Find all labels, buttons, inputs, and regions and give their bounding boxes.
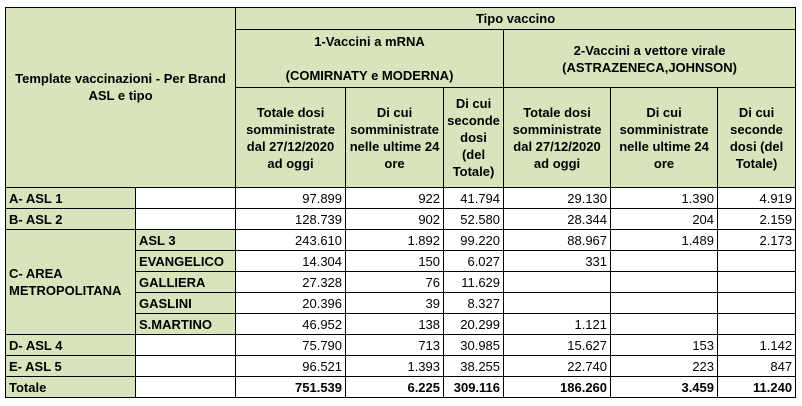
cell xyxy=(611,251,718,272)
cell: 46.952 xyxy=(236,314,346,335)
cell: 243.610 xyxy=(236,230,346,251)
cell: 4.919 xyxy=(718,188,796,209)
row-label: B- ASL 2 xyxy=(6,209,136,230)
group-mrna-title: 1-Vaccini a mRNA xyxy=(314,34,425,49)
cell: 30.985 xyxy=(444,335,504,356)
col-header-seconde-mrna: Di cui seconde dosi (del Totale) xyxy=(444,88,504,188)
cell xyxy=(504,272,611,293)
group-vettore-brands: (ASTRAZENECA,JOHNSON) xyxy=(562,60,737,75)
table-row xyxy=(6,230,796,251)
cell: 96.521 xyxy=(236,356,346,377)
cell: 847 xyxy=(718,356,796,377)
table-row xyxy=(6,335,796,356)
table-row xyxy=(6,209,796,230)
corner-header xyxy=(6,8,236,188)
cell: 99.220 xyxy=(444,230,504,251)
cell xyxy=(504,293,611,314)
group-vettore-header xyxy=(504,30,796,88)
col-header-totale-vettore: Totale dosi somministrate dal 27/12/2020 ad oggi xyxy=(504,88,611,188)
row-sublabel: GASLINI xyxy=(136,293,236,314)
cell: 39 xyxy=(346,293,444,314)
total-cell: 6.225 xyxy=(346,377,444,398)
cell: 75.790 xyxy=(236,335,346,356)
total-cell: 186.260 xyxy=(504,377,611,398)
cell: 52.580 xyxy=(444,209,504,230)
total-cell: 11.240 xyxy=(718,377,796,398)
row-sublabel: GALLIERA xyxy=(136,272,236,293)
cell: 15.627 xyxy=(504,335,611,356)
cell xyxy=(611,314,718,335)
col-header-seconde-vettore: Di cui seconde dosi (del Totale) xyxy=(718,88,796,188)
cell: 28.344 xyxy=(504,209,611,230)
corner-header-text: Template vaccinazioni - Per Brand ASL e tipo xyxy=(15,71,226,103)
cell: 713 xyxy=(346,335,444,356)
cell: 153 xyxy=(611,335,718,356)
cell: 2.159 xyxy=(718,209,796,230)
cell: 22.740 xyxy=(504,356,611,377)
table-row xyxy=(6,188,796,209)
cell xyxy=(718,251,796,272)
cell: 150 xyxy=(346,251,444,272)
row-sublabel: S.MARTINO xyxy=(136,314,236,335)
group-vettore-title: 2-Vaccini a vettore virale xyxy=(573,43,726,58)
cell xyxy=(611,293,718,314)
cell: 2.173 xyxy=(718,230,796,251)
col-header-totale-mrna: Totale dosi somministrate dal 27/12/2020 ad oggi xyxy=(236,88,346,188)
cell: 1.393 xyxy=(346,356,444,377)
cell: 223 xyxy=(611,356,718,377)
cell xyxy=(718,314,796,335)
cell: 1.489 xyxy=(611,230,718,251)
cell: 922 xyxy=(346,188,444,209)
cell: 41.794 xyxy=(444,188,504,209)
cell: 27.328 xyxy=(236,272,346,293)
cell: 11.629 xyxy=(444,272,504,293)
row-label: D- ASL 4 xyxy=(6,335,136,356)
row-sublabel: ASL 3 xyxy=(136,230,236,251)
totals-row xyxy=(6,377,796,398)
cell: 38.255 xyxy=(444,356,504,377)
col-header-ultime-mrna: Di cui somministrate nelle ultime 24 ore xyxy=(346,88,444,188)
cell: 902 xyxy=(346,209,444,230)
cell: 128.739 xyxy=(236,209,346,230)
empty-cell xyxy=(136,356,236,377)
cell: 6.027 xyxy=(444,251,504,272)
empty-cell xyxy=(136,335,236,356)
cell: 20.396 xyxy=(236,293,346,314)
total-cell: 309.116 xyxy=(444,377,504,398)
cell: 1.390 xyxy=(611,188,718,209)
cell: 8.327 xyxy=(444,293,504,314)
total-cell: 3.459 xyxy=(611,377,718,398)
cell: 331 xyxy=(504,251,611,272)
row-label: E- ASL 5 xyxy=(6,356,136,377)
empty-cell xyxy=(136,209,236,230)
row-label-area-metropolitana: C- AREA METROPOLITANA xyxy=(6,230,136,335)
row-sublabel: EVANGELICO xyxy=(136,251,236,272)
total-cell: 751.539 xyxy=(236,377,346,398)
group-mrna-header xyxy=(236,30,504,88)
cell: 97.899 xyxy=(236,188,346,209)
row-label: A- ASL 1 xyxy=(6,188,136,209)
table-row xyxy=(6,356,796,377)
tipo-vaccino-header: Tipo vaccino xyxy=(236,8,796,30)
cell: 20.299 xyxy=(444,314,504,335)
vaccination-table xyxy=(5,7,796,398)
cell: 76 xyxy=(346,272,444,293)
cell: 1.142 xyxy=(718,335,796,356)
cell: 138 xyxy=(346,314,444,335)
empty-cell xyxy=(136,188,236,209)
cell: 204 xyxy=(611,209,718,230)
row-label-totale: Totale xyxy=(6,377,136,398)
cell xyxy=(611,272,718,293)
cell: 1.892 xyxy=(346,230,444,251)
cell xyxy=(718,272,796,293)
cell: 1.121 xyxy=(504,314,611,335)
cell: 29.130 xyxy=(504,188,611,209)
cell: 14.304 xyxy=(236,251,346,272)
cell: 88.967 xyxy=(504,230,611,251)
cell xyxy=(718,293,796,314)
empty-cell xyxy=(136,377,236,398)
group-mrna-brands: (COMIRNATY e MODERNA) xyxy=(285,68,454,83)
col-header-ultime-vettore: Di cui somministrate nelle ultime 24 ore xyxy=(611,88,718,188)
